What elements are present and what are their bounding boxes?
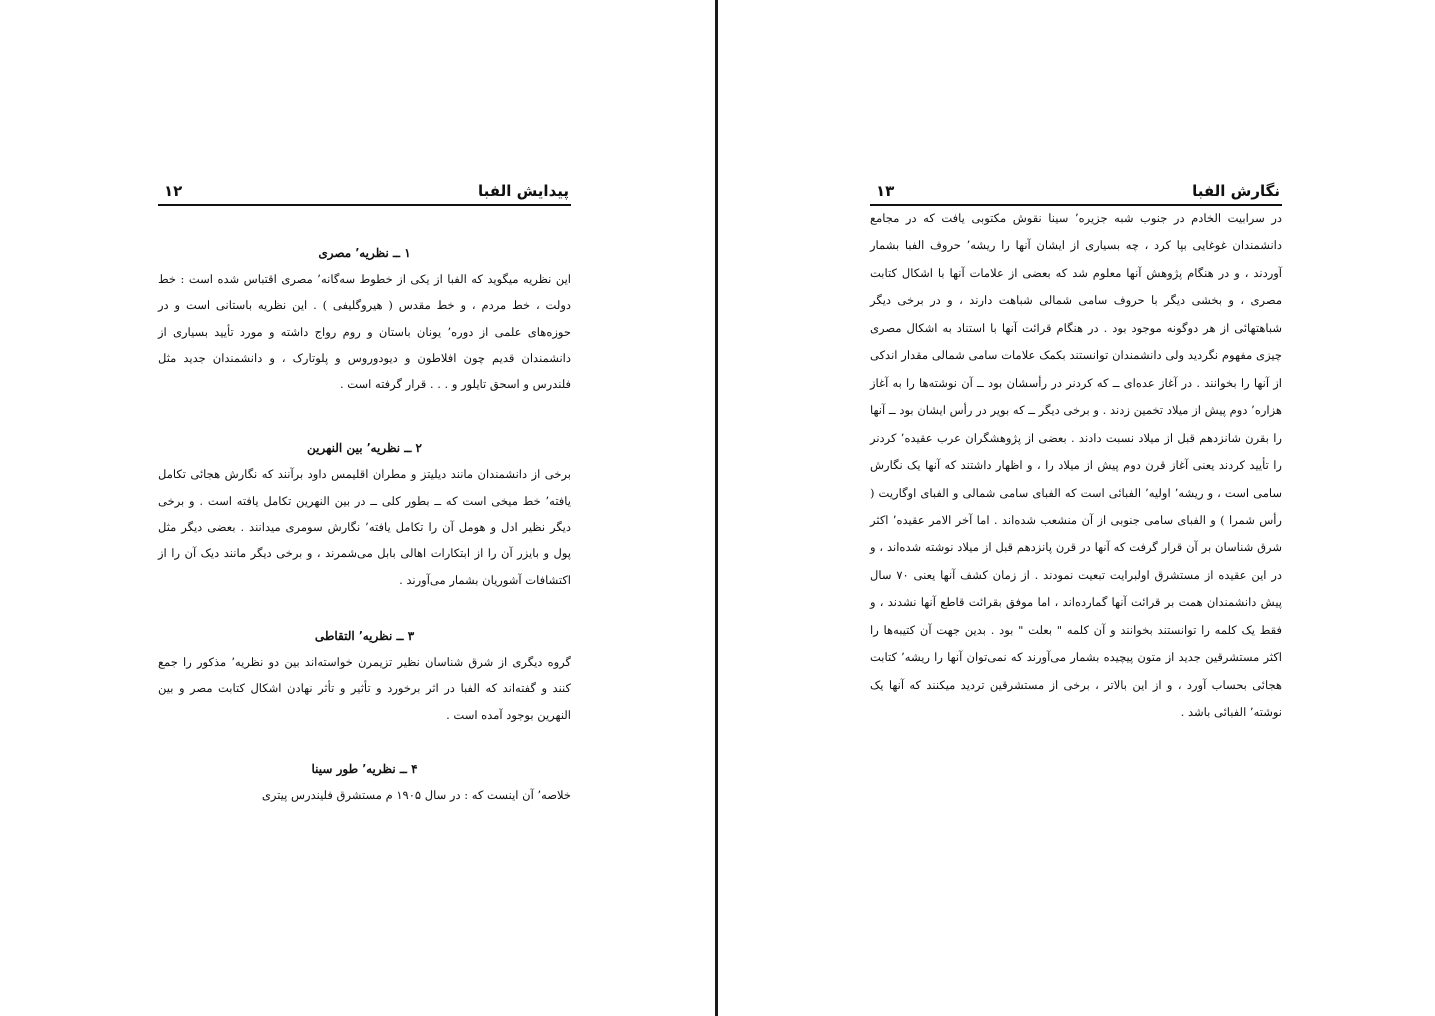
right-page xyxy=(722,0,1435,1016)
section-paragraph-mesopotamia: برخی از دانشمندان مانند دیلیتز و مطران اقلیمس داود برآنند که نگارش هجائی تکامل یافته٬ خط میخی است که ــ بطور کلی ــ در بین النهرین تکامل یافته است . و برخی دیگر نظیر ادل و هومل آن را تکامل یافته٬ نگارش سومری میدانند . بعضی دیگر مثل پول و بایزر آن را از ابتکارات اهالی بابل می‌شمرند ، و برخی دیگر مانند دیک آن را از اکتشافات آشوریان بشمار می‌آورند . xyxy=(158,467,571,587)
section-paragraph-eclectic: گروه دیگری از شرق شناسان نظیر تزیمرن خواسته‌اند بین دو نظریه٬ مذکور را جمع کنند و گفته‌اند که الفبا در اثر برخورد و تأثیر و تأثر نهادن اشکال کتابت مصر و بین النهرین بوجود آمده است . xyxy=(158,654,571,722)
section-title-egyptian: ۱ ــ نظریه٬ مصری xyxy=(318,246,411,260)
right-page-number: ۱۳ xyxy=(876,182,895,200)
left-running-head xyxy=(158,168,571,206)
section-spacer xyxy=(158,593,571,623)
right-page-content xyxy=(870,205,1282,727)
right-running-head xyxy=(870,168,1282,206)
right-page-paragraph: در سرابیت الخادم در جنوب شبه جزیره٬ سینا نقوش مکتوبی یافت که در مجامع دانشمندان غوغایی بپا کرد ، چه بسیاری از ایشان آنها را ریشه٬ حروف الفبا بشمار آوردند ، و در هنگام پژوهش آنها معلوم شد که بعضی از علامات آنها با اشکال کتابت مصری ، و بخشی دیگر با حروف سامی شمالی شباهت دارند ، و در برخی دیگر شباهتهائی از هر دوگونه موجود بود . در هنگام قرائت آنها با استناد به اشکال مصری چیزی مفهوم نگردید ولی دانشمندان توانستند بکمک علامات سامی شمالی مقدار اندکی از آنها را بخوانند . در آغاز عده‌ای ــ که کردنر در رأسشان بود ــ آن نوشته‌ها را به آغاز هزاره٬ دوم پیش از میلاد تخمین زدند . و برخی دیگر ــ که بویر در رأس ایشان بود ــ آنها را بقرن شانزدهم قبل از میلاد نسبت دادند . بعضی از پژوهشگران عرب عقیده٬ کردنر را تأیید کردند یعنی آغاز قرن دوم پیش از میلاد را ، و اظهار داشتند که آنها یک نگارش سامی است ، و ریشه٬ اولیه٬ الفبائی است که الفبای سامی شمالی و الفبای اوگاریت ( رأس شمرا ) و الفبای سامی جنوبی از آن منشعب شده‌اند . اما آخر الامر عقیده٬ اکثر شرق شناسان بر آن قرار گرفت که آنها در قرن پانزدهم قبل از میلاد نوشته شده‌اند ، و در این عقیده از مستشرق اولبرایت تبعیت نمودند . از زمان کشف آنها یعنی ۷۰ سال پیش دانشمندان همت بر قرائت آنها گمارده‌اند ، اما موفق بقرائت قاطع آنها نشدند ، و فقط یک کلمه را توانستند بخوانند و آن کلمه " بعلت " بود . بدین جهت آن کتیبه‌ها را اکثر مستشرقین جدید از متون پیچیده بشمار می‌آورند که نمی‌توان آنها را ریشه٬ کتابت هجائی بحساب آورد ، و از این بالاتر ، برخی از مستشرقین تردید میکنند که آنها یک نوشته٬ الفبائی باشد . xyxy=(870,211,1282,720)
section-title-eclectic: ۳ ــ نظریه٬ التقاطی xyxy=(314,628,415,643)
left-page xyxy=(0,0,716,1016)
section-title-mesopotamia: ۲ ــ نظریه٬ بین النهرین xyxy=(307,441,422,456)
left-running-title: پیدایش الفبا xyxy=(478,182,569,200)
left-page-content xyxy=(158,240,571,808)
section-paragraph-egyptian: این نظریه میگوید که الفبا از یکی از خطوط سه‌گانه٬ مصری اقتباس شده است : خط دولت ، خط مردم ، و خط مقدس ( هیروگلیفی ) . این نظریه باستانی است و در حوزه‌های علمی از دوره٬ یونان باستان و روم رواج داشته و مورد تأیید بسیاری از دانشمندان قدیم چون افلاطون و دیودوروس و پلوتارک ، و دانشمندان جدید مثل فلندرس و اسحق تایلور و . . . قرار گرفته است . xyxy=(158,272,571,392)
section-paragraph-sinai: خلاصه٬ آن اینست که : در سال ۱۹۰۵ م مستشرق فلیندرس پیتری xyxy=(261,787,571,802)
section-title-sinai: ۴ ــ نظریه٬ طور سینا xyxy=(311,761,418,776)
section-spacer xyxy=(158,728,571,756)
left-page-number: ۱۲ xyxy=(164,182,183,200)
section-spacer xyxy=(158,397,571,435)
right-running-title: نگارش الفبا xyxy=(1192,182,1280,200)
book-spine-divider xyxy=(715,0,718,1016)
